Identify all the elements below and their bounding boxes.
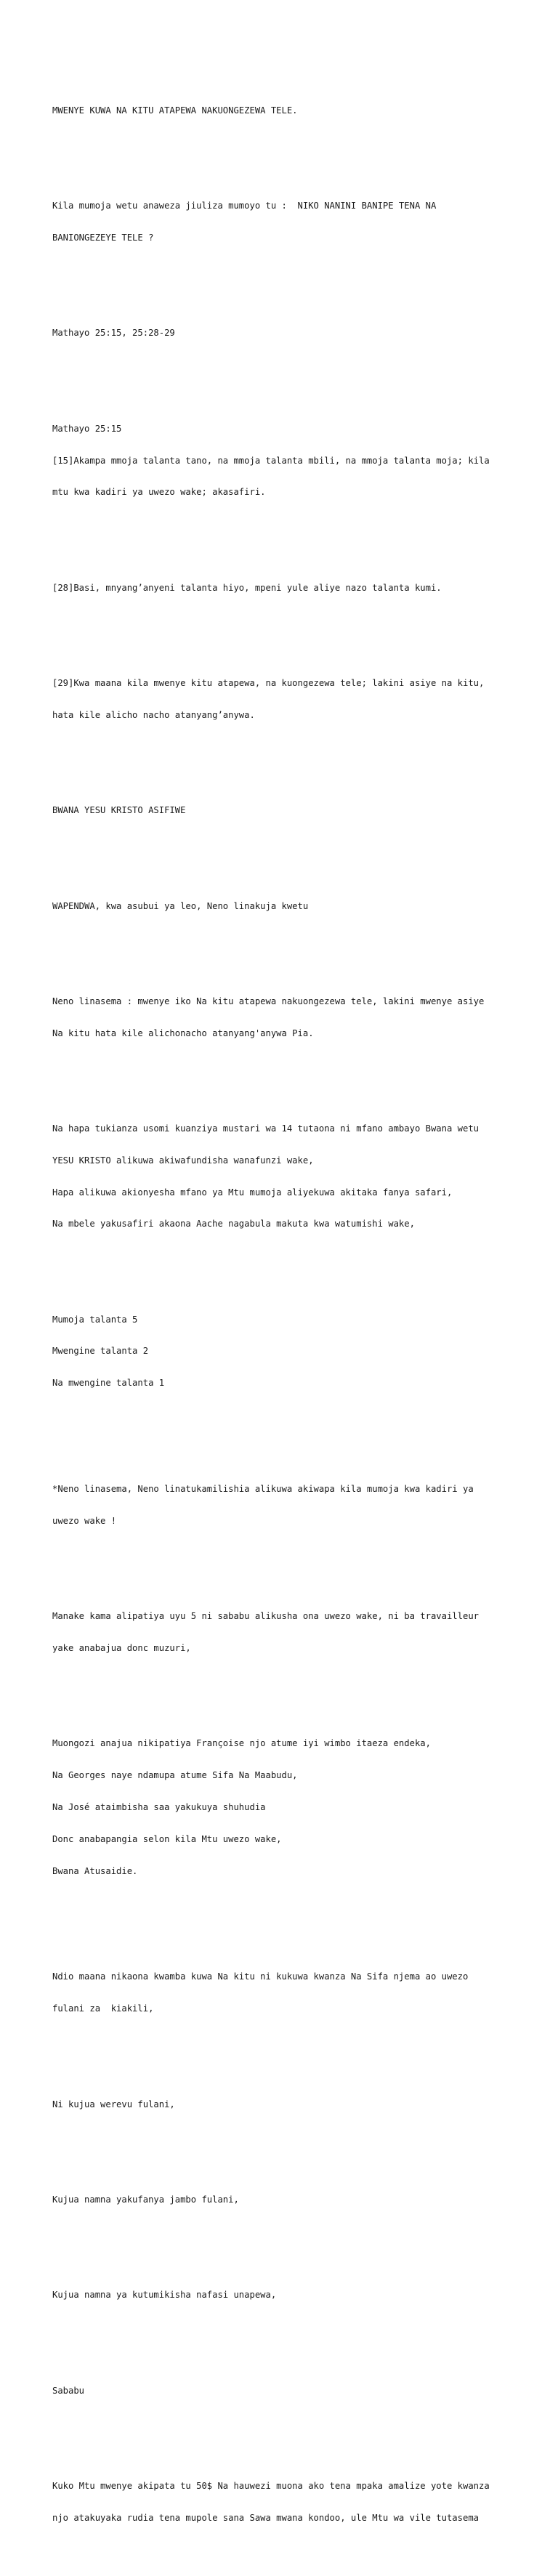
- text-line: njo atakuyaka rudia tena mupole sana Sawa mwana kondoo, ule Mtu wa vile tutasema: [52, 2512, 479, 2523]
- text-line: Kila mumoja wetu anaweza jiuliza mumoyo tu : NIKO NANINI BANIPE TENA NA: [52, 201, 437, 211]
- text-line: Manake kama alipatiya uyu 5 ni sababu alikusha ona uwezo wake, ni ba travailleur: [52, 1611, 479, 1622]
- text-line: Mathayo 25:15, 25:28-29: [52, 328, 175, 339]
- reason-paragraph: [52, 1590, 532, 1675]
- text-line: [28]Basi, mnyang’anyeni talanta hiyo, mpeni yule aliye nazo talanta kumi.: [52, 582, 442, 593]
- text-line: Kuko Mtu mwenye akipata tu 50$ Na hauwezi muona ako tena mpaka amalize yote kwanza: [52, 2480, 490, 2491]
- text-line: fulani za kiakili,: [52, 2003, 154, 2014]
- text-line: Mathayo 25:15: [52, 423, 122, 434]
- text-line: Ndio maana nikaona kwamba kuwa Na kitu ni kukuwa kwanza Na Sifa njema ao uwezo: [52, 1971, 469, 1982]
- question-paragraph: [52, 179, 532, 265]
- list-item: Na mwengine talanta 1: [52, 1378, 165, 1389]
- text-line: BANIONGEZEYE TELE ?: [52, 233, 154, 243]
- text-line: Kujua namna ya kutumikisha nafasi unapewa,: [52, 2290, 277, 2301]
- text-line: WAPENDWA, kwa asubui ya leo, Neno linakuja kwetu: [52, 900, 309, 911]
- because-line: [52, 2364, 532, 2417]
- text-line: Na mbele yakusafiri akaona Aache nagabula makuta kwa watumishi wake,: [52, 1219, 415, 1230]
- talents-list: [52, 1293, 532, 1410]
- list-item: Mwengine talanta 2: [52, 1346, 149, 1357]
- text-line: [29]Kwa maana kila mwenye kitu atapewa, na kuongezewa tele; lakini asiye na kitu,: [52, 678, 485, 689]
- text-line: Ni kujua werevu fulani,: [52, 2099, 175, 2109]
- example-paragraph: [52, 1717, 532, 1897]
- list-item: Mumoja talanta 5: [52, 1314, 138, 1325]
- text-line: [15]Akampa mmoja talanta tano, na mmoja talanta mbili, na mmoja talanta moja; kila: [52, 455, 490, 466]
- use-line: [52, 2269, 532, 2322]
- text-line: Kujua namna yakufanya jambo fulani,: [52, 2194, 239, 2205]
- text-line: *Neno linasema, Neno linatukamilishia alikuwa akiwapa kila mumoja kwa kadiri ya: [52, 1484, 474, 1495]
- how-line: [52, 2173, 532, 2226]
- title-line: MWENYE KUWA NA KITU ATAPEWA NAKUONGEZEWA TELE.: [52, 105, 298, 116]
- meaning-paragraph: [52, 1950, 532, 2035]
- verse-15-paragraph: [52, 403, 532, 520]
- text-line: Na kitu hata kile alichonacho atanyang'anywa Pia.: [52, 1027, 314, 1038]
- document-page: [52, 52, 532, 2576]
- text-line: Na Georges naye ndamupa atume Sifa Na Maabudu,: [52, 1770, 298, 1781]
- text-line: YESU KRISTO alikuwa akiwafundisha wanafunzi wake,: [52, 1155, 314, 1166]
- text-line: Donc anabapangia selon kila Mtu uwezo wake,: [52, 1833, 282, 1844]
- praise-line: [52, 784, 532, 837]
- text-line: Na José ataimbisha saa yakukuya shuhudia: [52, 1801, 266, 1812]
- word-paragraph: [52, 975, 532, 1060]
- text-line: Sababu: [52, 2385, 85, 2396]
- verse-28-paragraph: [52, 562, 532, 615]
- text-line: Na hapa tukianza usomi kuanziya mustari wa 14 tutaona ni mfano ambayo Bwana wetu: [52, 1123, 479, 1134]
- text-line: Neno linasema : mwenye iko Na kitu atapewa nakuongezewa tele, lakini mwenye asiye: [52, 996, 485, 1006]
- text-line: hata kile alicho nacho atanyang’anywa.: [52, 709, 255, 720]
- verse-29-paragraph: [52, 657, 532, 742]
- document-title: [52, 84, 532, 137]
- greeting-paragraph: [52, 879, 532, 932]
- text-line: Hapa alikuwa akionyesha mfano ya Mtu mumoja aliyekuwa akitaka fanya safari,: [52, 1187, 453, 1198]
- text-line: Muongozi anajua nikipatiya Françoise njo atume iyi wimbo itaeza endeka,: [52, 1738, 431, 1749]
- wisdom-line: [52, 2078, 532, 2131]
- intro-paragraph: [52, 1102, 532, 1251]
- text-line: Bwana Atusaidie.: [52, 1865, 138, 1876]
- text-line: mtu kwa kadiri ya uwezo wake; akasafiri.: [52, 487, 266, 498]
- note-paragraph: [52, 1463, 532, 1548]
- scripture-reference: [52, 307, 532, 360]
- text-line: uwezo wake !: [52, 1515, 117, 1526]
- closing-paragraph: [52, 2460, 532, 2545]
- text-line: BWANA YESU KRISTO ASIFIWE: [52, 805, 186, 816]
- text-line: yake anabajua donc muzuri,: [52, 1643, 191, 1654]
